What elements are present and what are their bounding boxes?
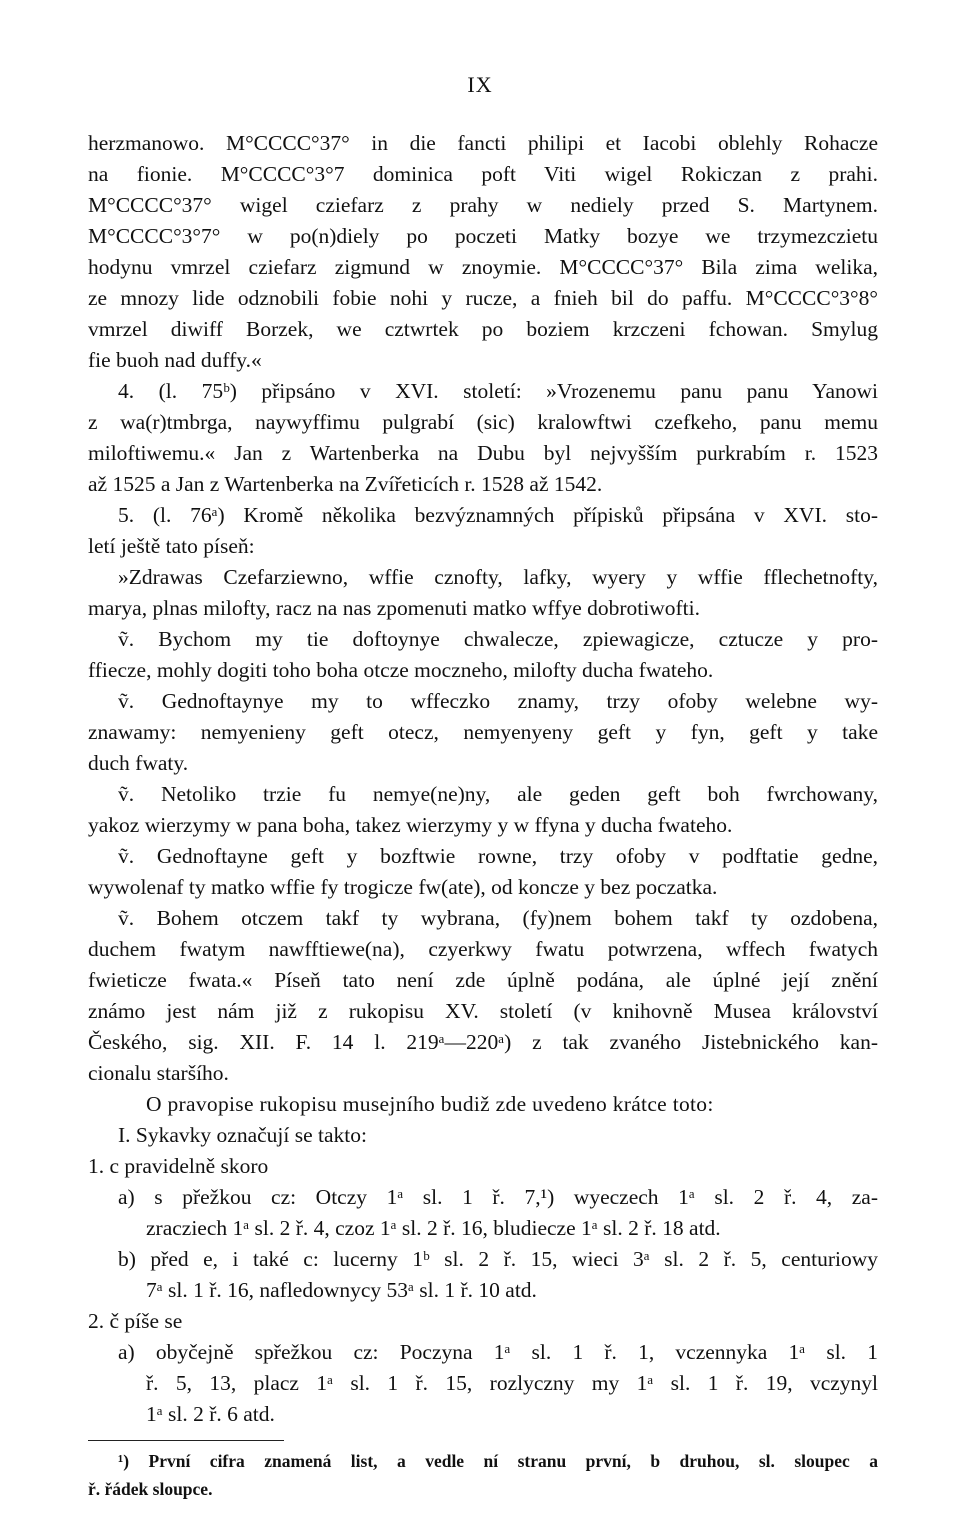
- text-line: cionalu staršího.: [88, 1061, 229, 1085]
- text-line: z wa(r)tmbrga, naywyffimu pulgrabí (sic) kralowftwi czefkeho, panu memu: [88, 410, 878, 434]
- text-line: »Zdrawas Czefarziewno, wffie cznofty, lafky, wyery y wffie fflechetnofty,: [118, 565, 878, 589]
- section-heading: I. Sykavky označují se takto:: [118, 1123, 367, 1147]
- text-line: wywolenaf ty matko wffie fy trogicze fw(ate), od koncze y bez poczatka.: [88, 875, 718, 899]
- footnote: ¹) První cifra znamená list, a vedle ní stranu první, b druhou, sl. sloupec a: [118, 1451, 878, 1471]
- text-line: ṽ. Gednoftayne geft y bozftwie rowne, trzy ofoby v podftatie gedne,: [118, 844, 878, 868]
- text-line: vmrzel diwiff Borzek, we cztwrtek po boziem krzczeni fchowan. Smylug: [88, 317, 878, 341]
- text-line: známo jest nám již z rukopisu XV. století (v knihovně Musea království: [88, 999, 878, 1023]
- list-item: 1. c pravidelně skoro: [88, 1154, 269, 1178]
- text-line: miloftiwemu.« Jan z Wartenberka na Dubu byl nejvyšším purkrabím r. 1523: [88, 441, 878, 465]
- text-line: ṽ. Bohem otczem takf ty wybrana, (fy)nem bohem takf ty ozdobena,: [118, 906, 878, 930]
- text-line: 4. (l. 75ᵇ) připsáno v XVI. století: »Vrozenemu panu panu Yanowi: [118, 379, 878, 403]
- footnote-rule: [88, 1440, 284, 1441]
- text-line: hodynu vmrzel cziefarz zigmund w znoymie. M°CCCC°37° Bila zima welika,: [88, 255, 878, 279]
- text-line: M°CCCC°37° wigel cziefarz z prahy w nediely przed S. Martynem.: [88, 193, 878, 217]
- text-line: ze mnozy lide odznobili fobie nohi y rucze, a fnieh bil do paffu. M°CCCC°3°8°: [88, 286, 878, 310]
- list-item: 7ᵃ sl. 1 ř. 16, nafledownycy 53ᵃ sl. 1 ř. 10 atd.: [146, 1278, 537, 1302]
- text-line: na fionie. M°CCCC°3°7 dominica poft Viti wigel Rokiczan z prahi.: [88, 162, 878, 186]
- footnote: ř. řádek sloupce.: [88, 1479, 213, 1499]
- text-line: duchem fwatym nawfftiewe(na), czyerkwy fwatu potwrzena, wffech fwatych: [88, 937, 878, 961]
- text-line: ṽ. Gednoftaynye my to wffeczko znamy, trzy ofoby welebne wy-: [118, 689, 878, 713]
- text-line: až 1525 a Jan z Wartenberka na Zvířeticích r. 1528 až 1542.: [88, 472, 603, 496]
- page-number: IX: [467, 72, 493, 97]
- text-line: ṽ. Netoliko trzie fu nemye(ne)ny, ale geden geft boh fwrchowany,: [118, 782, 878, 806]
- text-line: znawamy: nemyenieny geft otecz, nemyenyeny geft y fyn, geft y take: [88, 720, 878, 744]
- section-heading: O pravopise rukopisu musejního budiž zde uvedeno krátce toto:: [146, 1092, 714, 1116]
- text-line: ffiecze, mohly dogiti toho boha otcze moczneho, milofty ducha fwateho.: [88, 658, 714, 682]
- list-item: ř. 5, 13, placz 1ᵃ sl. 1 ř. 15, rozlyczny my 1ᵃ sl. 1 ř. 19, vczynyl: [146, 1371, 878, 1395]
- text-line: Českého, sig. XII. F. 14 l. 219ᵃ—220ᵃ) z tak zvaného Jistebnického kan-: [88, 1030, 878, 1054]
- text-line: letí ještě tato píseň:: [88, 534, 255, 558]
- list-item: 1ᵃ sl. 2 ř. 6 atd.: [146, 1402, 275, 1426]
- text-line: M°CCCC°3°7° w po(n)diely po poczeti Matky bozye we trzymezczietu: [88, 224, 878, 248]
- text-line: yakoz wierzymy w pana boha, takez wierzymy y w ffyna y ducha fwateho.: [88, 813, 733, 837]
- text-line: ṽ. Bychom my tie doftoynye chwalecze, zpiewagicze, cztucze y pro-: [118, 627, 878, 651]
- list-item: a) s přežkou cz: Otczy 1ᵃ sl. 1 ř. 7,¹) wyeczech 1ᵃ sl. 2 ř. 4, za-: [118, 1185, 878, 1209]
- list-item: b) před e, i také c: lucerny 1ᵇ sl. 2 ř. 15, wieci 3ᵃ sl. 2 ř. 5, centuriowy: [118, 1247, 878, 1271]
- text-line: marya, plnas milofty, racz na nas zpomenuti matko wffye dobrotiwofti.: [88, 596, 700, 620]
- text-line: 5. (l. 76ᵃ) Kromě několika bezvýznamných přípisků připsána v XVI. sto-: [118, 503, 878, 527]
- list-item: 2. č píše se: [88, 1309, 183, 1333]
- text-line: herzmanowo. M°CCCC°37° in die fancti philipi et Iacobi oblehly Rohacze: [88, 131, 878, 155]
- text-line: duch fwaty.: [88, 751, 189, 775]
- list-item: a) obyčejně spřežkou cz: Poczyna 1ᵃ sl. 1 ř. 1, vczennyka 1ᵃ sl. 1: [118, 1340, 878, 1364]
- text-line: fie buoh nad duffy.«: [88, 348, 262, 372]
- list-item: zracziech 1ᵃ sl. 2 ř. 4, czoz 1ᵃ sl. 2 ř. 16, bludiecze 1ᵃ sl. 2 ř. 18 atd.: [146, 1216, 721, 1240]
- text-line: fwieticze fwata.« Píseň tato není zde úplně podána, ale úplné její znění: [88, 968, 878, 992]
